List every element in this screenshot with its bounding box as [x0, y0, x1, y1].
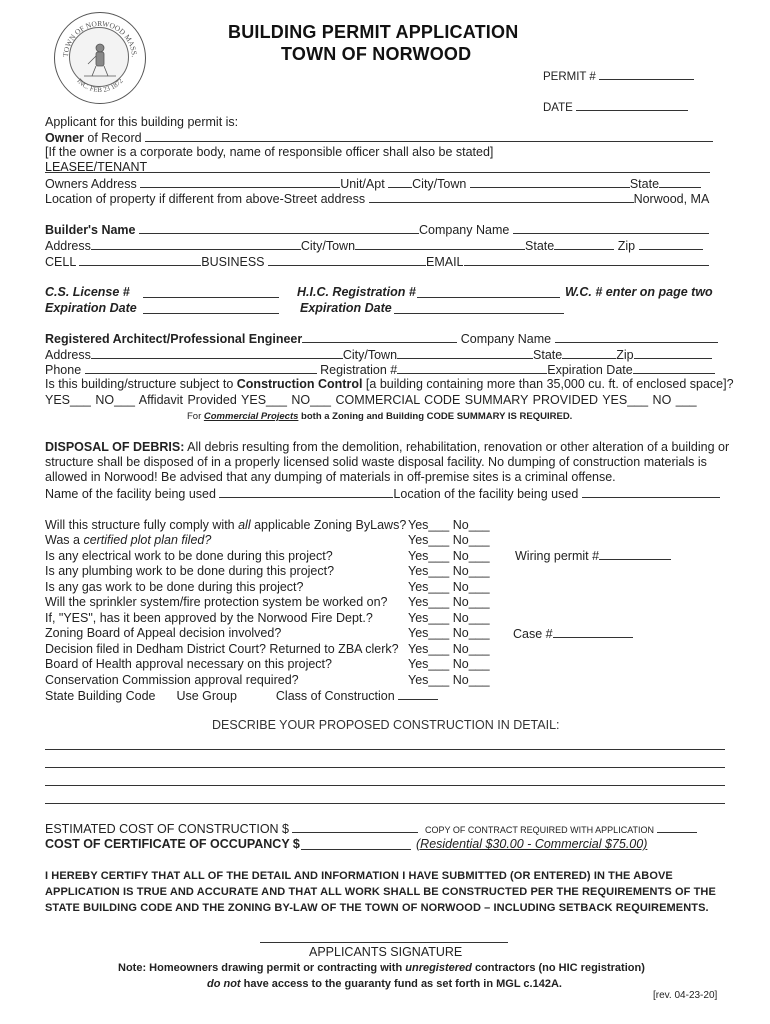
architect-address-label: Address [45, 348, 91, 362]
question-text: Zoning Board of Appeal decision involved? [45, 626, 282, 641]
yes-no-answer[interactable]: Yes___ No___ [408, 595, 490, 610]
cs-license-label: C.S. License # [45, 285, 130, 299]
question-row [45, 642, 399, 657]
cc-bold: Construction Control [236, 377, 363, 391]
company-name-label: Company Name [419, 223, 510, 237]
builder-city-label: City/Town [300, 239, 356, 253]
signature-field[interactable] [260, 942, 508, 943]
cs-expiration-field[interactable] [143, 313, 279, 314]
builders-name-field[interactable] [139, 222, 419, 234]
architect-zip-label: Zip [616, 348, 634, 362]
hic-expiration-field[interactable] [394, 313, 564, 314]
business-label: BUSINESS [201, 255, 265, 269]
builder-address-field[interactable] [91, 238, 301, 250]
permit-number-field[interactable] [599, 68, 694, 80]
cc-question-2: [a building containing more than 35,000 cu. ft. of enclosed space]? [362, 377, 734, 391]
describe-line-1[interactable] [45, 749, 725, 750]
cc-question-1: Is this building/structure subject to [45, 377, 237, 391]
question-row [45, 580, 303, 595]
commercial-pre: For [187, 411, 204, 422]
page-title: BUILDING PERMIT APPLICATION [228, 22, 519, 42]
yes-no-answer[interactable]: Yes___ No___ [408, 641, 490, 656]
question-text: Board of Health approval necessary on this project? [45, 657, 332, 672]
class-label: Class of Construction [275, 689, 395, 703]
architect-state-field[interactable] [562, 347, 616, 359]
yes-no-answer[interactable]: Yes___ No___ [408, 657, 490, 672]
certificate-fees: (Residential $30.00 - Commercial $75.00) [416, 837, 648, 851]
unit-apt-field[interactable] [388, 176, 412, 188]
question-row [45, 533, 211, 548]
builder-state-field[interactable] [554, 238, 614, 250]
class-field[interactable] [398, 688, 438, 700]
owners-address-field[interactable] [140, 176, 340, 188]
certification-text: I HEREBY CERTIFY THAT ALL OF THE DETAIL AND INFORMATION I HAVE SUBMITTED (OR ENTERED) IN THE ABOVE APPLICATION IS TRUE AND ACCURATE AND THAT ALL WORK SHALL BE CONSTRUCTED PER THE REQUIREMENTS OF THE STATE BUILDING CODE AND THE ZONING BY-LAW OF THE TOWN OF NORWOOD – INCLUDING SETBACK REQUIREMENTS. [45, 870, 716, 914]
question-text: Conservation Commission approval required? [45, 672, 299, 687]
describe-line-3[interactable] [45, 785, 725, 786]
yes-no-answer[interactable]: Yes___ No___ [408, 672, 490, 687]
estimated-cost-label: ESTIMATED COST OF CONSTRUCTION $ [45, 822, 289, 836]
question-text: Will this structure fully comply with [45, 518, 239, 532]
business-field[interactable] [268, 254, 426, 266]
yn-line[interactable]: YES___ NO___ Affidavit Provided YES___ NO___ COMMERCIAL CODE SUMMARY PROVIDED YES___ NO ___ [45, 393, 697, 407]
commercial-link: Commercial Projects [203, 411, 299, 422]
seal-bottom-text: INC. FEB 23 1872 [74, 76, 125, 94]
city-town-field[interactable] [470, 176, 630, 188]
seal-top-text: TOWN OF NORWOOD MASS. [60, 18, 139, 57]
question-text: Is any gas work to be done during this project? [45, 579, 304, 594]
question-emphasis: certified plot plan filed? [83, 533, 212, 548]
use-group-label: Use Group [176, 689, 237, 703]
cs-license-field[interactable] [143, 297, 279, 298]
facility-field[interactable] [219, 486, 393, 498]
architect-city-label: City/Town [342, 348, 398, 362]
yes-no-answer[interactable]: Yes___ No___ [408, 548, 490, 563]
cs-expiration-label: Expiration Date [45, 301, 137, 315]
commercial-post: both a Zoning and Building CODE SUMMARY IS REQUIRED. [298, 411, 573, 422]
hic-label: H.I.C. Registration # [297, 285, 416, 299]
note-line2-post: have access to the guaranty fund as set forth in MGL c.142A. [240, 978, 562, 990]
question-text: Was a [45, 533, 84, 548]
svg-text:INC. FEB 23 1872 [75, 76, 125, 93]
email-label: EMAIL [426, 255, 464, 269]
yes-no-answer[interactable]: Yes___ No___ [408, 610, 490, 625]
builder-state-label: State [525, 239, 555, 253]
question-text: Decision filed in Dedham District Court? Returned to ZBA clerk? [45, 641, 399, 656]
email-field[interactable] [464, 254, 709, 266]
corporate-note: [If the owner is a corporate body, name of responsible officer shall also be stated] [45, 145, 494, 159]
hic-field[interactable] [417, 297, 560, 298]
phone-label: Phone [45, 363, 82, 377]
yes-no-answer[interactable]: Yes___ No___ [408, 579, 490, 594]
certificate-cost-field[interactable] [301, 849, 411, 850]
debris-heading: DISPOSAL OF DEBRIS: [45, 440, 185, 454]
phone-field[interactable] [85, 362, 317, 374]
permit-label: PERMIT # [543, 71, 596, 83]
location-label: Location of property if different from above-Street address [45, 192, 366, 206]
architect-company-field[interactable] [555, 331, 718, 343]
page-subtitle: TOWN OF NORWOOD [281, 44, 472, 64]
leasee-field[interactable] [45, 172, 710, 173]
question-row [45, 549, 333, 564]
seal-text-ring [54, 12, 146, 104]
architect-expiration-field[interactable] [633, 362, 715, 374]
question-text: Is any plumbing work to be done during this project? [45, 564, 335, 579]
registration-label: Registration # [320, 363, 398, 377]
revision: [rev. 04-23-20] [653, 990, 718, 1001]
architect-expiration-label: Expiration Date [547, 363, 633, 377]
cell-label: CELL [45, 255, 76, 269]
owners-address-label: Owners Address [45, 177, 137, 191]
wiring-permit-label: Wiring permit # [515, 549, 600, 563]
question-text: If, "YES", has it been approved by the Norwood Fire Dept.? [45, 610, 373, 625]
describe-heading: DESCRIBE YOUR PROPOSED CONSTRUCTION IN DETAIL: [212, 718, 560, 732]
question-row [45, 657, 332, 672]
architect-state-label: State [533, 348, 563, 362]
builder-address-label: Address [45, 239, 91, 253]
owner-label-bold: Owner [45, 131, 84, 145]
leasee-label: LEASEE/TENANT [45, 160, 148, 174]
contract-field[interactable] [657, 824, 697, 833]
architect-zip-field[interactable] [634, 347, 712, 359]
builders-name-label: Builder's Name [45, 223, 136, 237]
question-emphasis: all [238, 518, 251, 532]
note-line2-em: do not [207, 978, 241, 990]
hic-expiration-label: Expiration Date [300, 301, 392, 315]
question-row [45, 673, 299, 688]
facility-location-field[interactable] [582, 486, 720, 498]
state-code-label: State Building Code [45, 689, 156, 703]
yes-no-answer[interactable]: Yes___ No___ [408, 533, 490, 548]
yes-no-answer[interactable]: Yes___ No___ [408, 626, 490, 641]
note-em: unregistered [405, 962, 472, 974]
state-field[interactable] [659, 176, 701, 188]
wiring-permit-field[interactable] [599, 548, 671, 560]
case-label: Case # [513, 627, 553, 641]
question-text: Is any electrical work to be done during this project? [45, 548, 333, 563]
question-text: Will the sprinkler system/fire protection system be worked on? [45, 595, 388, 610]
city-town-label: City/Town [412, 177, 467, 191]
cell-field[interactable] [79, 254, 201, 266]
registration-field[interactable] [397, 362, 547, 374]
signature-label: APPLICANTS SIGNATURE [309, 945, 463, 959]
architect-city-field[interactable] [397, 347, 533, 359]
builder-city-field[interactable] [355, 238, 525, 250]
facility-location-label: Location of the facility being used [393, 487, 579, 501]
question-row [45, 626, 281, 641]
state-label: State [629, 177, 660, 191]
question-row [45, 595, 388, 610]
question-row [45, 518, 406, 533]
applicant-intro: Applicant for this building permit is: [45, 115, 239, 129]
town-seal [54, 12, 146, 104]
describe-line-2[interactable] [45, 767, 725, 768]
wc-label: W.C. # enter on page two [565, 285, 713, 299]
date-field[interactable] [576, 99, 688, 111]
owner-of-record-field[interactable] [145, 130, 713, 142]
certificate-cost-label: COST OF CERTIFICATE OF OCCUPANCY $ [45, 837, 300, 851]
question-row [45, 564, 334, 579]
question-text-end: applicable Zoning ByLaws? [250, 518, 407, 532]
architect-address-field[interactable] [91, 347, 343, 359]
describe-line-4[interactable] [45, 803, 725, 804]
date-label: DATE [543, 102, 573, 114]
architect-label: Registered Architect/Professional Engineer [45, 332, 303, 346]
estimated-cost-field[interactable] [292, 821, 418, 833]
location-field[interactable] [369, 191, 634, 203]
contract-note: COPY OF CONTRACT REQUIRED WITH APPLICATION [425, 825, 655, 835]
norwood-ma: Norwood, MA [633, 192, 710, 206]
company-name-field[interactable] [513, 222, 709, 234]
architect-company-label: Company Name [460, 332, 552, 346]
case-field[interactable] [553, 626, 633, 638]
builder-zip-field[interactable] [639, 238, 703, 250]
question-row [45, 611, 373, 626]
unit-apt-label: Unit/Apt [340, 177, 385, 191]
yes-no-answer[interactable]: Yes___ No___ [408, 518, 490, 532]
builder-zip-label: Zip [617, 239, 636, 253]
note-pre: Note: Homeowners drawing permit or contracting with [118, 962, 406, 974]
yes-no-answer[interactable]: Yes___ No___ [408, 564, 490, 579]
debris-text-1: All debris resulting from the demolition, rehabilitation, renovation or other alteration of a building or [184, 440, 730, 454]
architect-field[interactable] [302, 331, 457, 343]
debris-text-2: structure shall be disposed of in a properly licensed solid waste disposal facility. No dumping of construction materials is [45, 455, 707, 469]
facility-label: Name of the facility being used [45, 487, 216, 501]
debris-text-3: allowed in Norwood! Be advised that any dumping of materials in off-premise sites is a criminal offense. [45, 470, 616, 484]
owner-label-rest: of Record [83, 131, 142, 145]
note-post: contractors (no HIC registration) [471, 962, 645, 974]
